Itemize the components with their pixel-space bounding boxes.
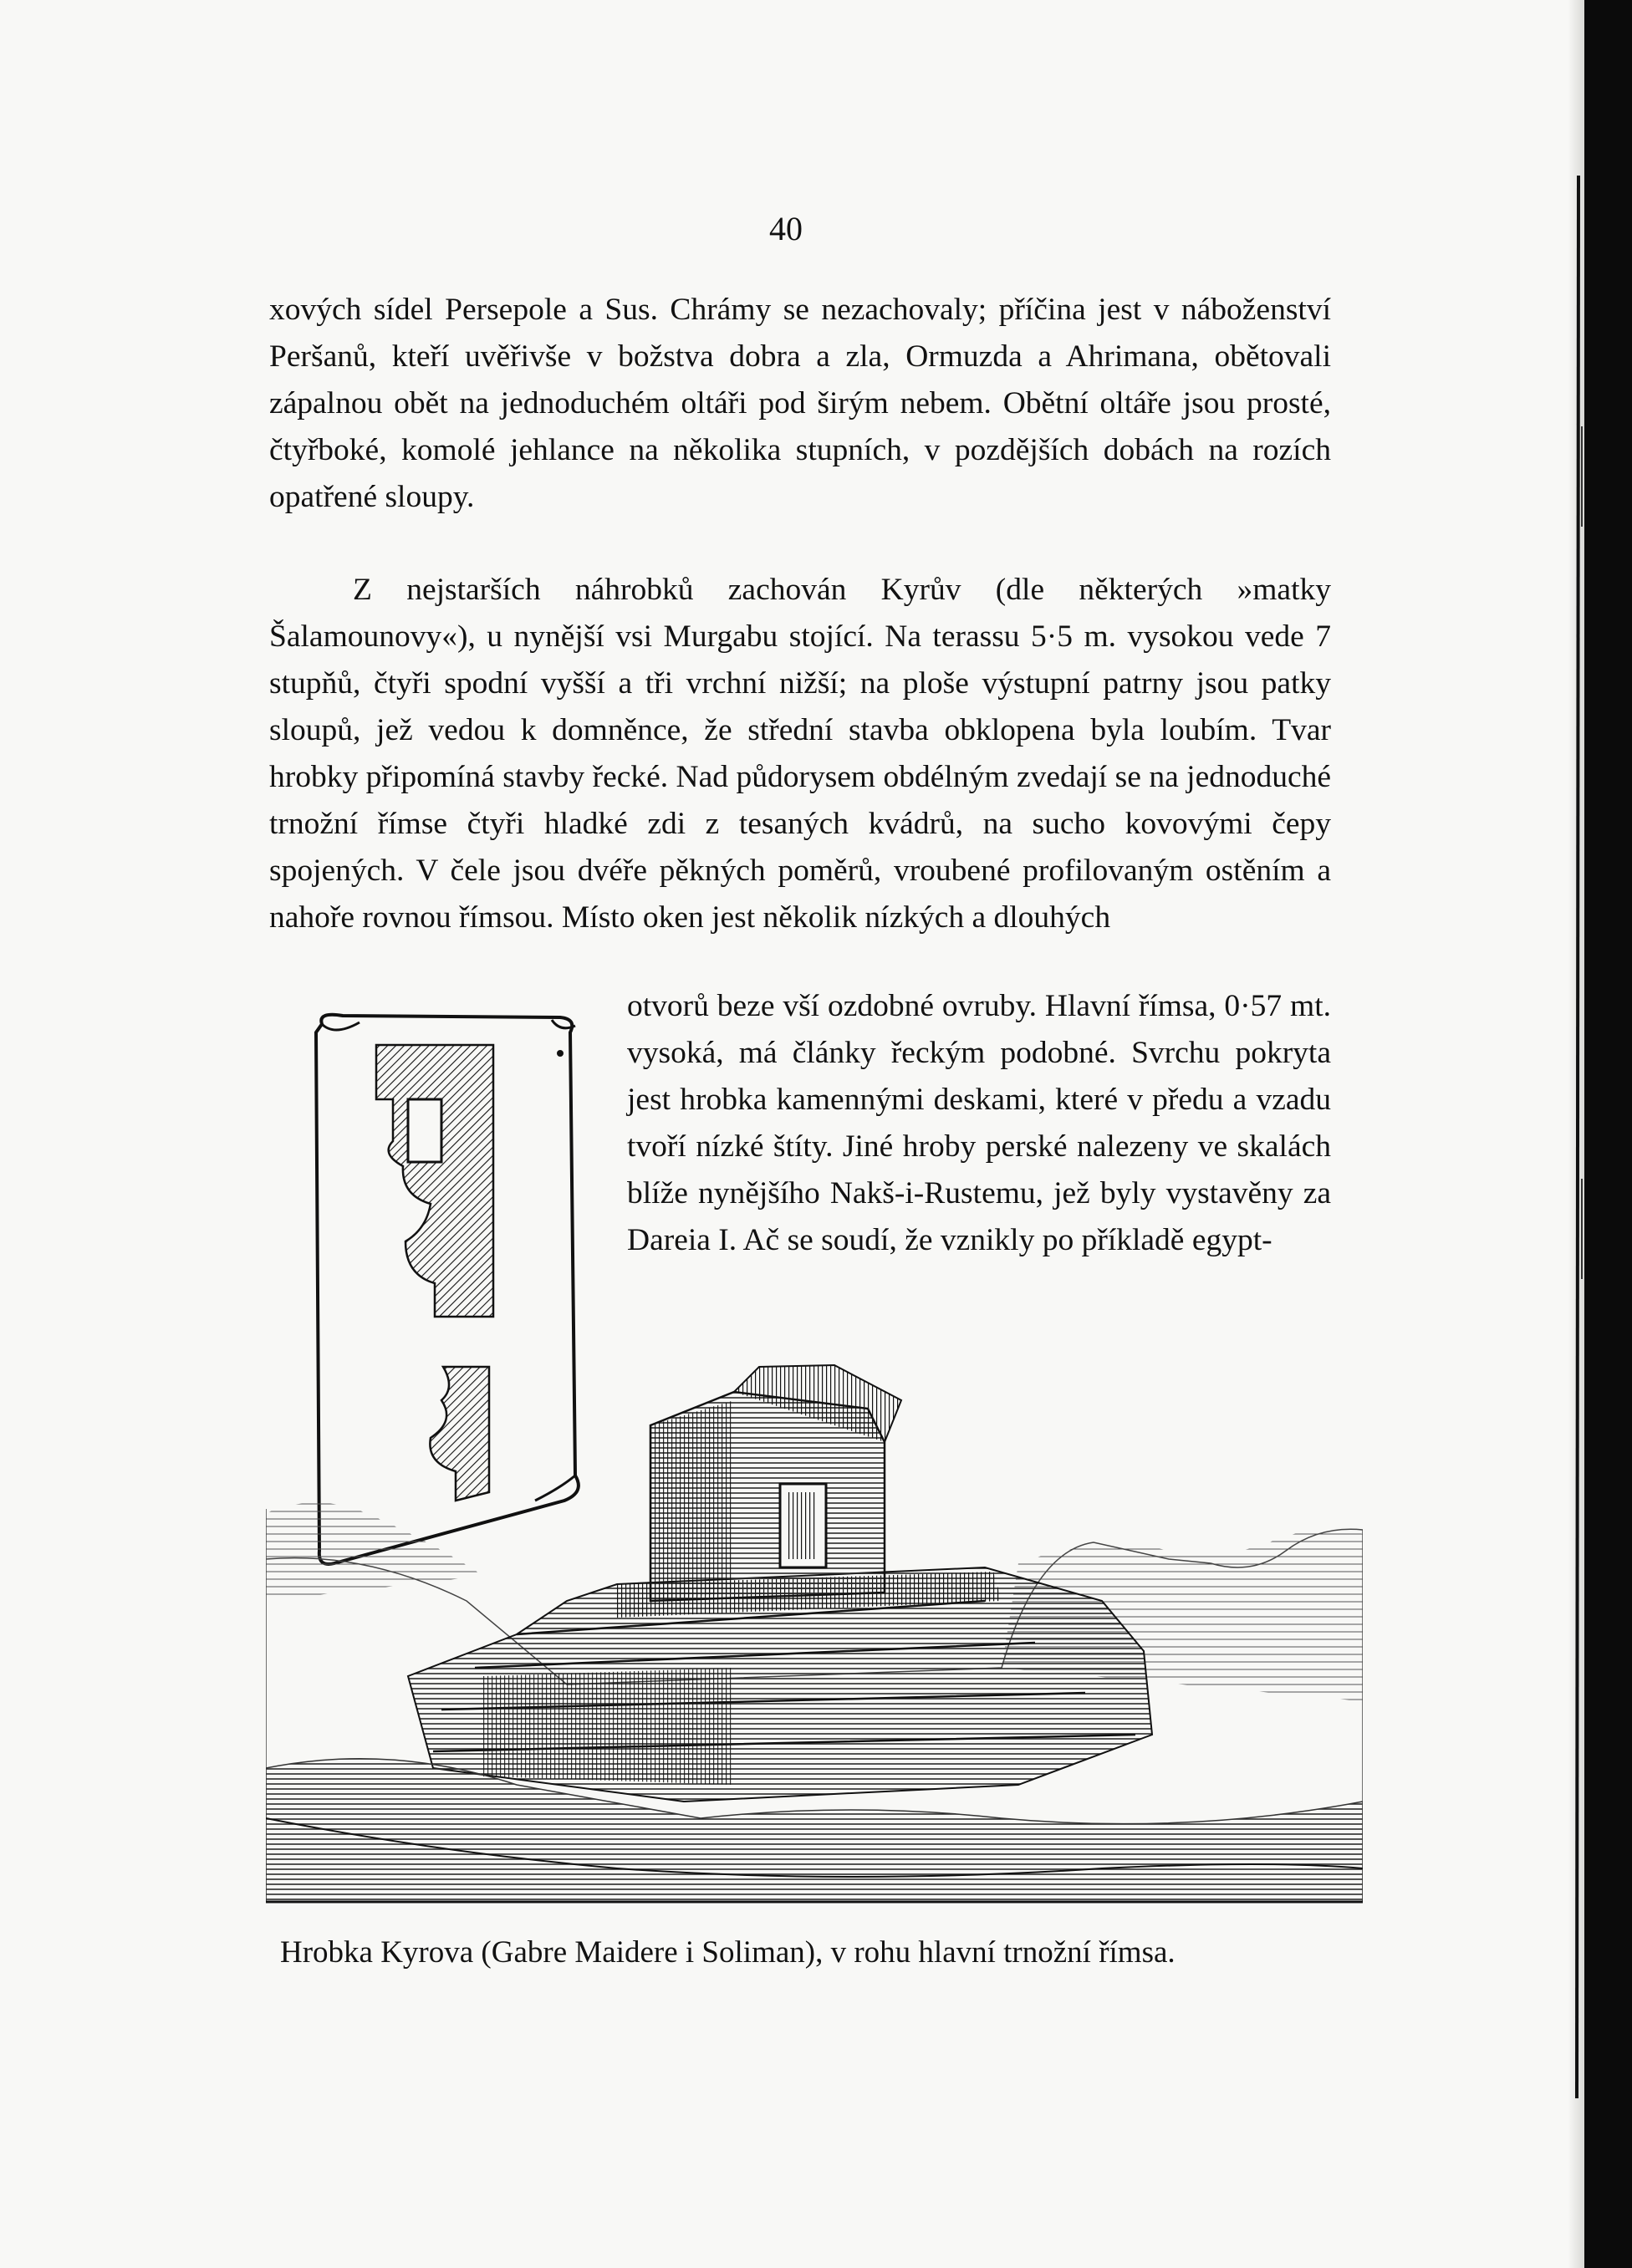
page-edge-marks (1572, 176, 1605, 2098)
figure-caption: Hrobka Kyrova (Gabre Maidere i Soliman), v rohu hlavní trnožní římsa. (280, 1935, 1176, 1970)
paragraph-1: xových sídel Persepole a Sus. Chrámy se nezachovaly; příčina jest v náboženství Peršanů, kteří uvěřivše v božstva dobra a zla, Ormuzda a Ahrimana, obětovali zápalnou obět na jednoduchém oltáři pod širým nebem. Obětní oltáře jsou prosté, čtyřboké, komolé jehlance na několika stupních, v pozdějších dobách na rozích opatřené sloupy. (269, 293, 1331, 514)
page-number: 40 (769, 210, 803, 247)
tomb-of-cyrus-engraving-icon (266, 1350, 1363, 1910)
paragraph-2-continued: otvorů beze vší ozdobné ovruby. Hlavní římsa, 0·57 mt. vysoká, má články řeckým podobné. Svrchu pokryta jest hrobka kamennými deskami, které v předu a vzadu tvoří nízké štíty. Jiné hroby perské nalezeny ve skalách blíže nynějšího Nakš-i-Rustemu, jež byly vystavěny za Dareia I. Ač se soudí, že vznikly po příkladě egypt- (627, 989, 1331, 1257)
paragraph-2: Z nejstarších náhrobků zachován Kyrův (dle některých »matky Šalamounovy«), u nynější vsi Murgabu stojící. Na terassu 5·5 m. vysokou vede 7 stupňů, čtyři spodní vyšší a tři vrchní nižší; na ploše výstupní patrny jsou patky sloupů, jež vedou k domněnce, že střední stavba obklopena byla loubím. Tvar hrobky připomíná stavby řecké. Nad půdorysem obdélným zvedají se na jednoduché trnožní římse čtyři hladké zdi z tesaných kvádrů, na sucho kovovými čepy spojených. V čele jsou dvéře pěkných poměrů, vroubené profilovaným ostěním a nahoře rovnou římsou. Místo oken jest několik nízkých a dlouhých (269, 573, 1331, 935)
tomb-figure (266, 1350, 1363, 1910)
